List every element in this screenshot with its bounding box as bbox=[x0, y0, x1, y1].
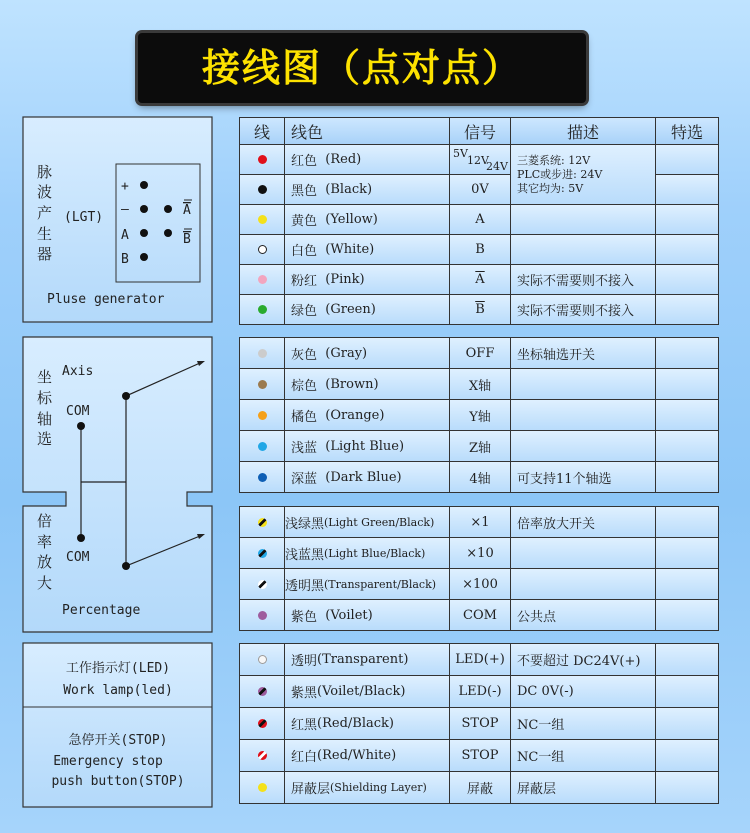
wire-cn: 黄色 bbox=[291, 214, 318, 229]
signal-cell: 0V bbox=[450, 175, 510, 204]
special-cell bbox=[656, 676, 718, 707]
wire-en: (Yellow) bbox=[325, 212, 378, 227]
signal-cell: B bbox=[450, 235, 510, 264]
dot-cell bbox=[240, 538, 284, 568]
signal-cell: LED(-) bbox=[450, 676, 510, 707]
dot-cell bbox=[240, 507, 284, 537]
desc-cell bbox=[511, 369, 655, 399]
axis-cn-1: 坐 bbox=[37, 368, 53, 386]
signal-b-bar: $\overline{B}$ bbox=[475, 302, 485, 317]
wire-en: (Dark Blue) bbox=[325, 469, 402, 485]
sig-12v: 12V bbox=[467, 154, 489, 167]
dot-cell bbox=[240, 569, 284, 599]
color-cell bbox=[285, 175, 449, 204]
signal-cell bbox=[450, 295, 510, 324]
lamp-en-label: Work lamp(led) bbox=[63, 683, 173, 698]
lgt-label: (LGT) bbox=[64, 210, 104, 225]
wire-en: (Gray) bbox=[325, 345, 368, 361]
dot-cell bbox=[240, 431, 284, 461]
wire-dot bbox=[258, 442, 267, 451]
color-cell bbox=[285, 507, 449, 537]
wire-dot-striped bbox=[258, 518, 267, 527]
wire-en: (Transparent/Black) bbox=[324, 577, 437, 591]
dot-cell bbox=[240, 265, 284, 294]
signal-cell: A bbox=[450, 205, 510, 234]
wire-en: (White) bbox=[325, 242, 375, 257]
wire-cn: 灰色 bbox=[291, 347, 318, 363]
dot-cell bbox=[240, 145, 284, 174]
wire-cn: 屏蔽层 bbox=[291, 782, 331, 797]
color-cell bbox=[285, 205, 449, 234]
wire-en: (Green) bbox=[325, 302, 376, 317]
pin-nb: B bbox=[183, 232, 191, 247]
color-cell bbox=[285, 676, 449, 707]
rate-cn-4: 大 bbox=[37, 574, 53, 592]
wire-en: (Red/White) bbox=[317, 748, 397, 763]
pulse-cn-4: 生 bbox=[37, 225, 53, 243]
special-cell bbox=[656, 462, 718, 492]
pulse-en-label: Pluse generator bbox=[47, 292, 165, 307]
wire-en: (Light Blue/Black) bbox=[324, 546, 426, 560]
desc-cell: 屏蔽层 bbox=[511, 772, 655, 803]
wire-cn: 紫黑 bbox=[291, 686, 318, 701]
color-cell bbox=[285, 644, 449, 675]
wire-cn: 橘色 bbox=[291, 409, 318, 425]
wire-dot bbox=[258, 349, 267, 358]
desc-cell: 实际不需要则不接入 bbox=[511, 295, 655, 324]
wire-en: (Red) bbox=[325, 152, 362, 167]
desc-cell: NC一组 bbox=[511, 708, 655, 739]
special-cell bbox=[656, 740, 718, 771]
special-cell bbox=[656, 338, 718, 368]
wire-dot bbox=[258, 185, 267, 194]
wire-cn: 浅绿黑 bbox=[285, 516, 325, 532]
wire-en: (Orange) bbox=[325, 407, 385, 423]
desc-cell: 倍率放大开关 bbox=[511, 507, 655, 537]
dot-cell bbox=[240, 644, 284, 675]
wire-dot bbox=[258, 473, 267, 482]
desc-cell: 可支持11个轴选 bbox=[511, 462, 655, 492]
wire-cn: 紫色 bbox=[291, 609, 318, 625]
desc-cell: 坐标轴选开关 bbox=[511, 338, 655, 368]
header-line: 线 bbox=[240, 118, 284, 144]
wire-dot-striped bbox=[258, 549, 267, 558]
signal-cell: LED(+) bbox=[450, 644, 510, 675]
wire-dot bbox=[258, 655, 267, 664]
wire-dot bbox=[258, 215, 267, 224]
signal-cell: ×1 bbox=[450, 507, 510, 537]
wire-en: (Brown) bbox=[325, 376, 379, 392]
rate-cn-3: 放 bbox=[37, 553, 53, 571]
desc-cell bbox=[511, 431, 655, 461]
desc-cell bbox=[511, 205, 655, 234]
desc-cell: 公共点 bbox=[511, 600, 655, 630]
axis-cn-2: 标 bbox=[37, 389, 53, 407]
wire-en: (Red/Black) bbox=[317, 716, 394, 731]
wire-cn: 红白 bbox=[291, 750, 318, 765]
header-special: 特选 bbox=[656, 118, 718, 144]
desc-cell bbox=[511, 400, 655, 430]
desc-cell: 不要超过 DC24V(+) bbox=[511, 644, 655, 675]
wire-dot bbox=[258, 783, 267, 792]
signal-cell: Y轴 bbox=[450, 400, 510, 430]
color-cell bbox=[285, 462, 449, 492]
wire-table-axis bbox=[239, 337, 719, 493]
wire-dot bbox=[258, 155, 267, 164]
header-signal: 信号 bbox=[450, 118, 510, 144]
wire-dot-striped bbox=[258, 687, 267, 696]
special-cell bbox=[656, 507, 718, 537]
color-cell bbox=[285, 145, 449, 174]
dot-cell bbox=[240, 400, 284, 430]
special-cell bbox=[656, 772, 718, 803]
dot-cell bbox=[240, 462, 284, 492]
wire-table-encoder bbox=[239, 117, 719, 325]
wire-dot bbox=[258, 411, 267, 420]
stop-en-label-2: push button(STOP) bbox=[51, 774, 185, 789]
header-desc: 描述 bbox=[511, 118, 655, 144]
signal-cell bbox=[450, 145, 510, 174]
pulse-cn-3: 产 bbox=[37, 204, 53, 222]
pulse-cn-5: 器 bbox=[37, 245, 53, 263]
wire-en: (Shielding Layer) bbox=[330, 781, 427, 794]
special-cell bbox=[656, 175, 718, 204]
wire-en: (Black) bbox=[325, 182, 373, 197]
axis-cn-4: 选 bbox=[37, 430, 53, 448]
dot-cell bbox=[240, 338, 284, 368]
color-cell bbox=[285, 369, 449, 399]
wire-en: (Transparent) bbox=[317, 652, 409, 667]
axis-cn-3: 轴 bbox=[37, 410, 53, 428]
desc-cell: DC 0V(-) bbox=[511, 676, 655, 707]
wire-cn: 浅蓝黑 bbox=[285, 547, 325, 563]
signal-cell: Z轴 bbox=[450, 431, 510, 461]
wire-dot bbox=[258, 305, 267, 314]
color-cell bbox=[285, 569, 449, 599]
sig-5v: 5V bbox=[453, 147, 468, 160]
color-cell bbox=[285, 772, 449, 803]
color-cell bbox=[285, 600, 449, 630]
signal-cell: OFF bbox=[450, 338, 510, 368]
pin-na: A bbox=[183, 203, 191, 218]
color-cell bbox=[285, 538, 449, 568]
pin-a: A bbox=[121, 228, 129, 243]
desc-line-1: 三菱系统: 12V bbox=[517, 153, 591, 167]
special-cell bbox=[656, 431, 718, 461]
pin-plus: + bbox=[121, 179, 129, 194]
signal-cell bbox=[450, 265, 510, 294]
special-cell bbox=[656, 644, 718, 675]
dot-cell bbox=[240, 676, 284, 707]
lamp-cn-label: 工作指示灯(LED) bbox=[65, 661, 171, 676]
signal-cell: X轴 bbox=[450, 369, 510, 399]
color-cell bbox=[285, 740, 449, 771]
page-title: 接线图（点对点） bbox=[201, 46, 522, 90]
special-cell bbox=[656, 538, 718, 568]
wire-table-rate bbox=[239, 506, 719, 631]
wire-dot bbox=[258, 245, 267, 254]
sig-24v: 24V bbox=[486, 160, 508, 173]
color-cell bbox=[285, 708, 449, 739]
signal-cell: STOP bbox=[450, 740, 510, 771]
rate-cn-2: 率 bbox=[37, 533, 53, 551]
desc-line-2: PLC或步进: 24V bbox=[517, 167, 603, 181]
desc-cell-power bbox=[511, 145, 655, 204]
wire-table-led-stop bbox=[239, 643, 719, 804]
color-cell bbox=[285, 295, 449, 324]
color-cell bbox=[285, 235, 449, 264]
wire-dot bbox=[258, 380, 267, 389]
wire-cn: 透明黑 bbox=[285, 578, 325, 594]
color-cell bbox=[285, 265, 449, 294]
dot-cell bbox=[240, 600, 284, 630]
wire-en: (Voilet) bbox=[325, 607, 373, 623]
desc-line-3: 其它均为: 5V bbox=[517, 181, 584, 195]
wire-cn: 粉红 bbox=[291, 274, 318, 289]
dot-cell bbox=[240, 708, 284, 739]
wire-cn: 黑色 bbox=[291, 184, 318, 199]
wire-dot bbox=[258, 611, 267, 620]
com-label-axis: COM bbox=[66, 404, 90, 419]
signal-cell: 屏蔽 bbox=[450, 772, 510, 803]
dot-cell bbox=[240, 295, 284, 324]
percentage-label: Percentage bbox=[62, 603, 141, 618]
desc-cell: 实际不需要则不接入 bbox=[511, 265, 655, 294]
wire-en: (Light Green/Black) bbox=[324, 515, 435, 529]
special-cell bbox=[656, 600, 718, 630]
pin-b: B bbox=[121, 252, 129, 267]
wire-en: (Voilet/Black) bbox=[317, 684, 406, 699]
dot-cell bbox=[240, 175, 284, 204]
wire-cn: 白色 bbox=[291, 244, 318, 259]
wire-en: (Pink) bbox=[325, 272, 365, 287]
special-cell bbox=[656, 205, 718, 234]
signal-cell: ×10 bbox=[450, 538, 510, 568]
wire-cn: 棕色 bbox=[291, 378, 318, 394]
special-cell bbox=[656, 265, 718, 294]
wire-dot-striped bbox=[258, 751, 267, 760]
special-cell bbox=[656, 369, 718, 399]
special-cell bbox=[656, 145, 718, 174]
desc-cell bbox=[511, 538, 655, 568]
color-cell bbox=[285, 431, 449, 461]
wire-dot-striped bbox=[258, 580, 267, 589]
header-color: 线色 bbox=[285, 118, 449, 144]
wire-cn: 浅蓝 bbox=[291, 440, 318, 456]
dot-cell bbox=[240, 369, 284, 399]
stop-cn-label: 急停开关(STOP) bbox=[68, 733, 168, 748]
desc-cell: NC一组 bbox=[511, 740, 655, 771]
axis-en-label: Axis bbox=[62, 364, 94, 379]
desc-cell bbox=[511, 235, 655, 264]
signal-cell: COM bbox=[450, 600, 510, 630]
wire-cn: 绿色 bbox=[291, 304, 318, 319]
signal-cell: ×100 bbox=[450, 569, 510, 599]
wire-cn: 红黑 bbox=[291, 718, 318, 733]
wire-cn: 红色 bbox=[291, 154, 318, 169]
special-cell bbox=[656, 295, 718, 324]
dot-cell bbox=[240, 235, 284, 264]
pulse-cn-2: 波 bbox=[37, 183, 53, 201]
special-cell bbox=[656, 569, 718, 599]
wire-dot bbox=[258, 275, 267, 284]
dot-cell bbox=[240, 205, 284, 234]
wire-cn: 深蓝 bbox=[291, 471, 318, 487]
com-label-rate: COM bbox=[66, 550, 90, 565]
signal-a-bar: $\overline{A}$ bbox=[475, 272, 485, 287]
special-cell bbox=[656, 235, 718, 264]
color-cell bbox=[285, 400, 449, 430]
signal-cell: STOP bbox=[450, 708, 510, 739]
wire-dot-striped bbox=[258, 719, 267, 728]
dot-cell bbox=[240, 740, 284, 771]
wire-en: (Light Blue) bbox=[325, 438, 405, 454]
pulse-cn-1: 脉 bbox=[37, 163, 53, 181]
special-cell bbox=[656, 708, 718, 739]
special-cell bbox=[656, 400, 718, 430]
wire-cn: 透明 bbox=[291, 654, 318, 669]
signal-cell: 4轴 bbox=[450, 462, 510, 492]
color-cell bbox=[285, 338, 449, 368]
stop-en-label-1: Emergency stop bbox=[53, 754, 163, 769]
pin-minus: – bbox=[121, 202, 129, 217]
rate-cn-1: 倍 bbox=[37, 512, 53, 530]
dot-cell bbox=[240, 772, 284, 803]
desc-cell bbox=[511, 569, 655, 599]
